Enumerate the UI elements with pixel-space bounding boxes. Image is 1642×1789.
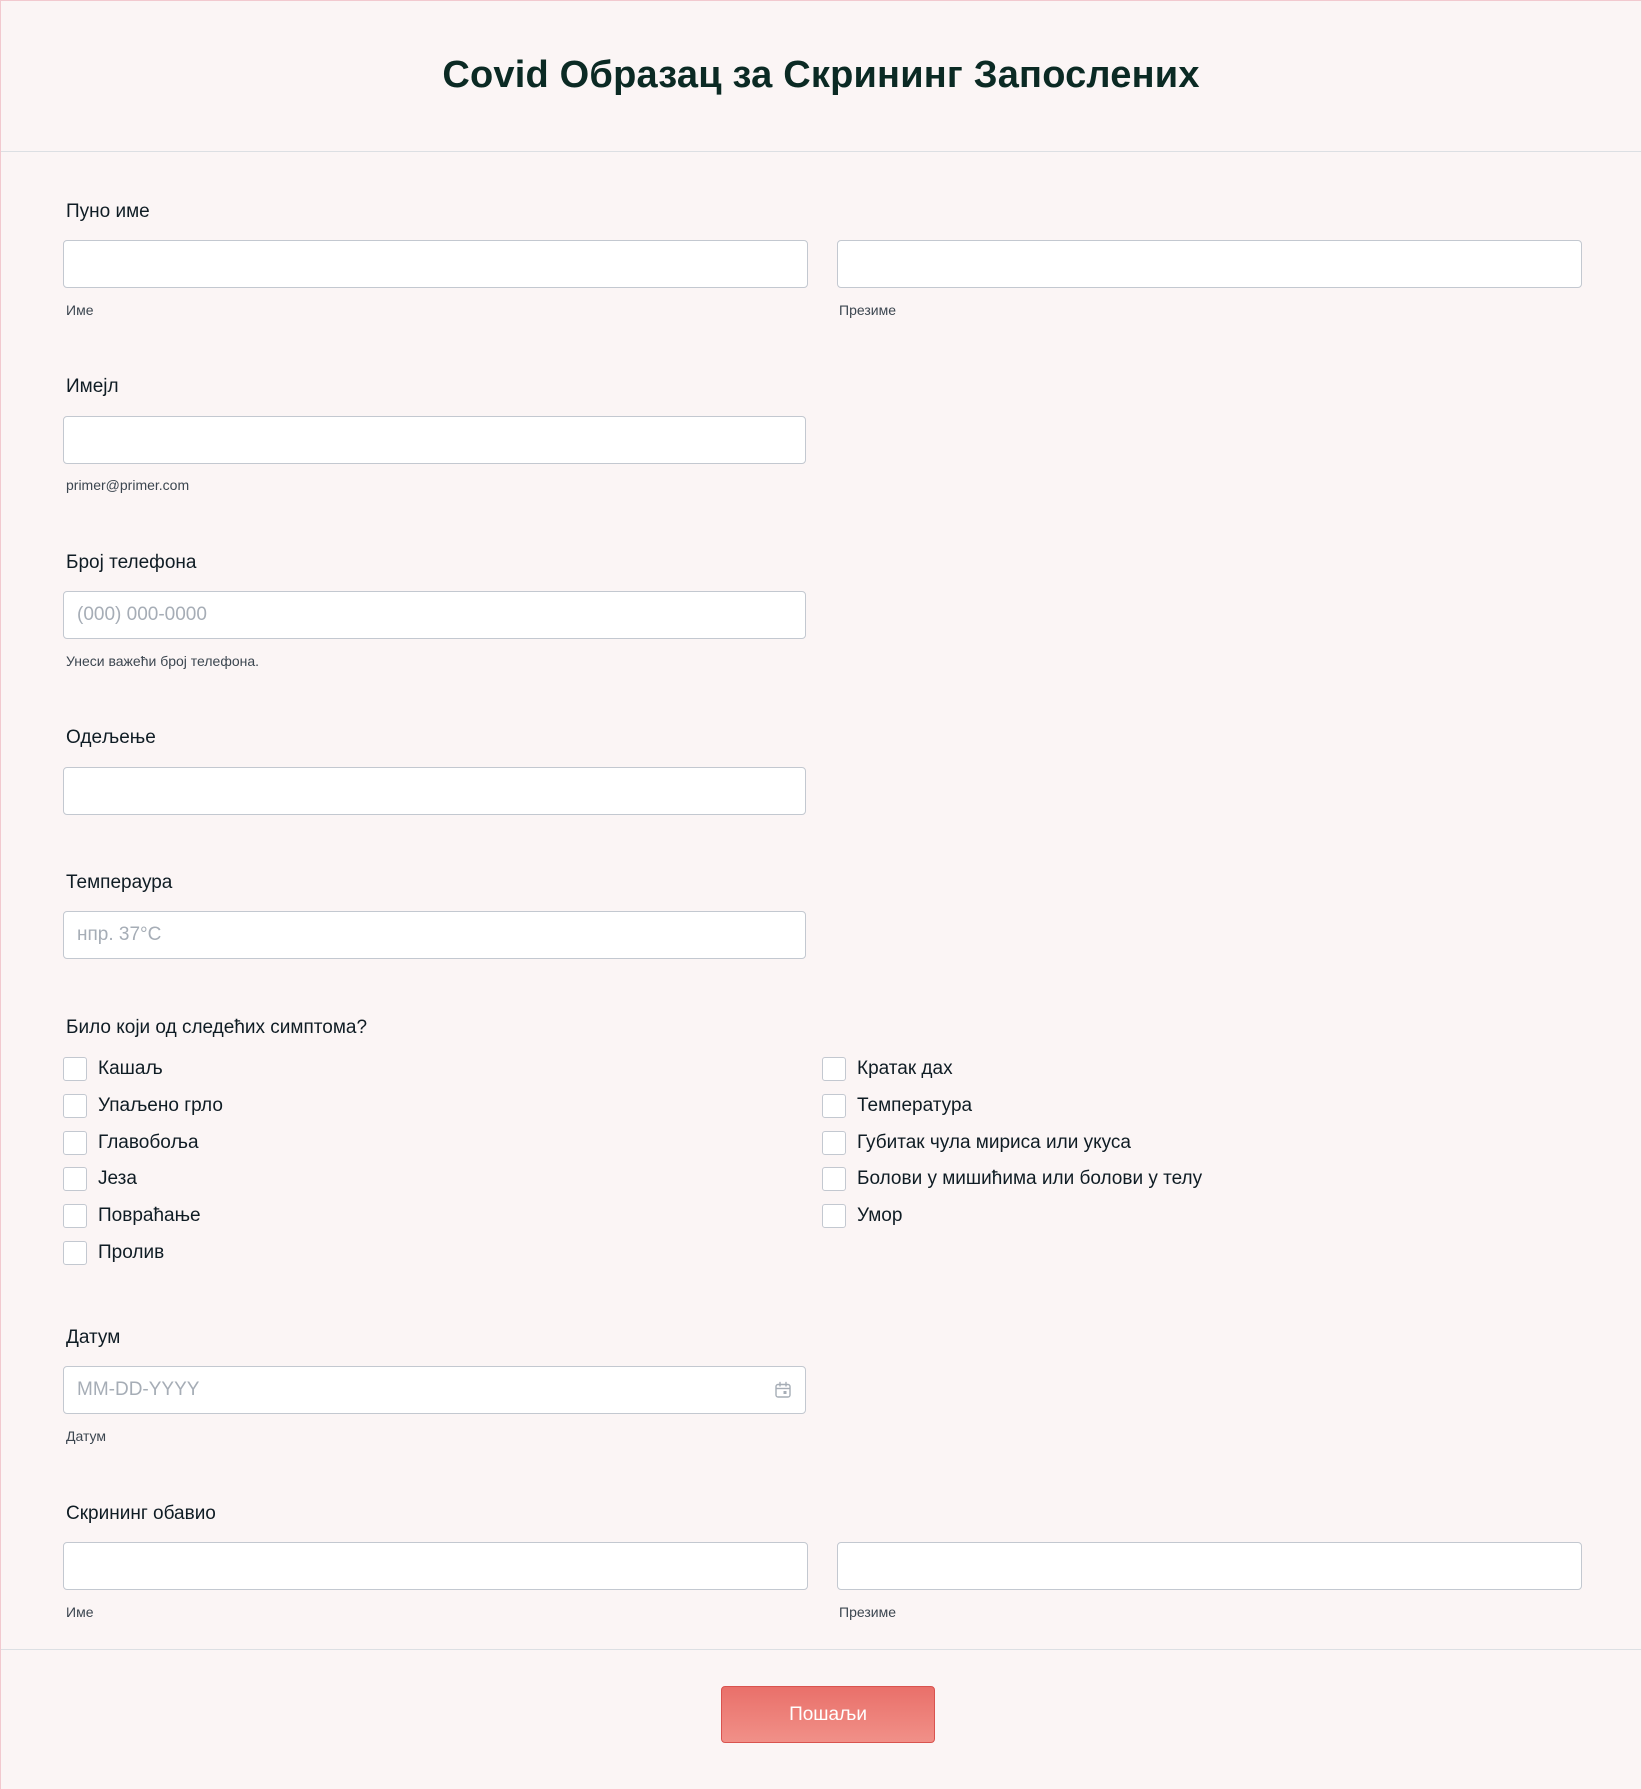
email-label: Имејл [66, 376, 119, 397]
symptom-option[interactable] [822, 1093, 972, 1119]
screened-by-first-name-input[interactable] [63, 1542, 808, 1590]
symptoms-label: Било који од следећих симптома? [66, 1017, 368, 1038]
checkbox[interactable] [822, 1204, 846, 1228]
symptom-label: Умор [857, 1205, 903, 1226]
form-title: Covid Образац за Скрининг Запослених [442, 53, 1200, 96]
form-header [1, 1, 1641, 152]
checkbox[interactable] [63, 1057, 87, 1081]
symptom-option[interactable] [63, 1130, 199, 1156]
checkbox[interactable] [63, 1204, 87, 1228]
last-name-sublabel: Презиме [839, 302, 896, 318]
checkbox[interactable] [63, 1167, 87, 1191]
date-input[interactable] [63, 1366, 806, 1414]
date-sublabel: Датум [66, 1428, 106, 1444]
phone-label: Број телефона [66, 552, 197, 573]
phone-input[interactable] [63, 591, 806, 639]
symptom-option[interactable] [63, 1203, 201, 1229]
symptom-option[interactable] [63, 1240, 164, 1266]
checkbox[interactable] [822, 1167, 846, 1191]
symptom-label: Кратак дах [857, 1058, 953, 1079]
date-label: Датум [66, 1327, 121, 1348]
symptom-label: Пролив [98, 1242, 165, 1263]
screened-by-label: Скрининг обавио [66, 1503, 216, 1524]
department-label: Одељење [66, 727, 156, 748]
screened-by-last-name-input[interactable] [837, 1542, 1582, 1590]
temperature-input[interactable] [63, 911, 806, 959]
temperature-label: Темпераура [66, 872, 173, 893]
email-input[interactable] [63, 416, 806, 464]
symptom-option[interactable] [822, 1203, 902, 1229]
symptom-option[interactable] [822, 1130, 1131, 1156]
submit-button[interactable]: Пошаљи [721, 1686, 935, 1743]
department-input[interactable] [63, 767, 806, 815]
screened-by-first-sublabel: Име [66, 1604, 94, 1620]
symptom-option[interactable] [63, 1056, 163, 1082]
symptom-label: Кашаљ [98, 1058, 163, 1079]
footer-divider [1, 1649, 1641, 1650]
checkbox[interactable] [822, 1057, 846, 1081]
symptom-label: Језа [98, 1168, 137, 1189]
symptom-option[interactable] [822, 1166, 1202, 1192]
symptom-label: Болови у мишићима или болови у телу [857, 1168, 1203, 1189]
checkbox[interactable] [63, 1241, 87, 1265]
symptom-option[interactable] [63, 1166, 137, 1192]
checkbox[interactable] [63, 1131, 87, 1155]
checkbox[interactable] [822, 1131, 846, 1155]
symptom-label: Повраћање [98, 1205, 201, 1226]
first-name-sublabel: Име [66, 302, 94, 318]
calendar-icon[interactable] [774, 1381, 792, 1399]
symptom-option[interactable] [822, 1056, 953, 1082]
email-sublabel: primer@primer.com [66, 477, 190, 493]
screened-by-last-sublabel: Презиме [839, 1604, 896, 1620]
symptom-label: Температура [857, 1095, 973, 1116]
full-name-label: Пуно име [66, 201, 150, 222]
symptom-label: Главобоља [98, 1132, 199, 1153]
checkbox[interactable] [822, 1094, 846, 1118]
symptom-label: Губитак чула мириса или укуса [857, 1132, 1131, 1153]
symptom-option[interactable] [63, 1093, 223, 1119]
symptom-label: Упаљено грло [98, 1095, 223, 1116]
first-name-input[interactable] [63, 240, 808, 288]
phone-sublabel: Унеси важећи број телефона. [66, 653, 260, 669]
last-name-input[interactable] [837, 240, 1582, 288]
checkbox[interactable] [63, 1094, 87, 1118]
